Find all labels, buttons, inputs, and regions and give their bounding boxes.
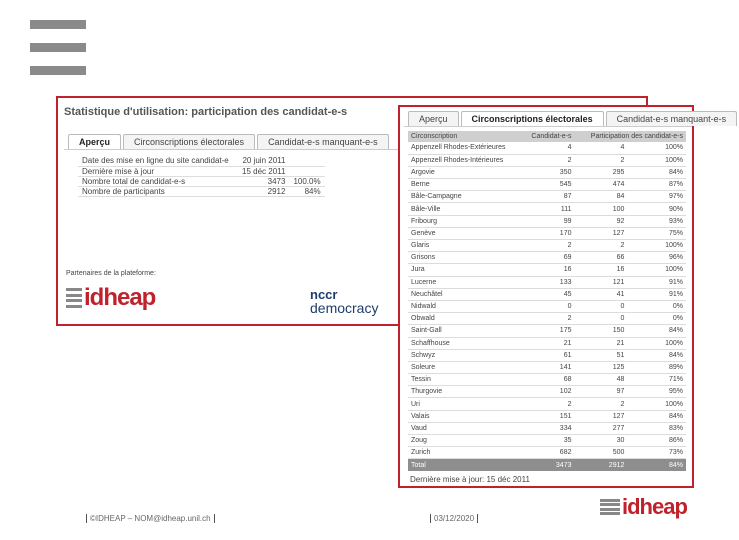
footer-copyright: ©IDHEAP – NOM@idheap.unil.ch (86, 514, 215, 523)
table-header-row: Circonscription Candidat-e-s Participation des candidat-e-s (408, 131, 686, 142)
table-row: Berne 545 474 87% (408, 179, 686, 191)
table-row: Obwald 2 0 0% (408, 313, 686, 325)
tab-apercu[interactable]: Aperçu (68, 134, 121, 149)
tab-circonscriptions[interactable]: Circonscriptions électorales (123, 134, 255, 149)
last-update-text: Dernière mise à jour: 15 déc 2011 (410, 475, 530, 484)
total-row: Total 3473 2912 84% (408, 459, 686, 471)
nccr-democracy-logo: nccr democracy (310, 287, 379, 316)
table-row: Nidwald 0 0 0% (408, 300, 686, 312)
table-row: Zoug 35 30 86% (408, 435, 686, 447)
table-row: Nombre de participants 2912 84% (78, 186, 325, 196)
table-row: Neuchâtel 45 41 91% (408, 288, 686, 300)
table-row: Genève 170 127 75% (408, 227, 686, 239)
hamburger-menu-icon[interactable] (30, 20, 86, 76)
table-row: Uri 2 2 100% (408, 398, 686, 410)
table-row: Appenzell Rhodes-Extérieures 4 4 100% (408, 142, 686, 154)
footer-idheap-logo: idheap (600, 494, 687, 520)
table-row: Tessin 68 48 71% (408, 374, 686, 386)
stats-title: Statistique d'utilisation: participation des candidat-e-s (64, 106, 348, 118)
table-row: Fribourg 99 92 93% (408, 215, 686, 227)
table-row: Lucerne 133 121 91% (408, 276, 686, 288)
footer-date: 03/12/2020 (430, 514, 478, 523)
overview-tabs (68, 134, 391, 149)
table-row: Vaud 334 277 83% (408, 422, 686, 434)
table-row: Valais 151 127 84% (408, 410, 686, 422)
table-row: Grisons 69 66 96% (408, 252, 686, 264)
tab-candidats-manquants[interactable]: Candidat-e-s manquant-e-s (257, 134, 389, 149)
table-row: Schaffhouse 21 21 100% (408, 337, 686, 349)
table-row: Appenzell Rhodes-Intérieures 2 2 100% (408, 154, 686, 166)
circonscription-table (408, 131, 686, 471)
table-row: Glaris 2 2 100% (408, 240, 686, 252)
partners-label: Partenaires de la plateforme: (66, 270, 156, 277)
tab-apercu[interactable]: Aperçu (408, 111, 459, 126)
table-row: Thurgovie 102 97 95% (408, 386, 686, 398)
table-row: Bâle-Campagne 87 84 97% (408, 191, 686, 203)
table-row: Dernière mise à jour 15 déc 2011 (78, 166, 325, 176)
table-row: Argovie 350 295 84% (408, 166, 686, 178)
table-row: Zurich 682 500 73% (408, 447, 686, 459)
table-row: Bâle-Ville 111 100 90% (408, 203, 686, 215)
table-row: Date des mise en ligne du site candidat-e 20 juin 2011 (78, 156, 325, 166)
overview-stats-table (78, 156, 325, 197)
table-row: Jura 16 16 100% (408, 264, 686, 276)
tab-candidats-manquants[interactable]: Candidat-e-s manquant-e-s (606, 111, 738, 126)
tab-circonscriptions[interactable]: Circonscriptions électorales (461, 111, 604, 126)
idheap-logo: idheap (66, 284, 155, 312)
table-row: Schwyz 61 51 84% (408, 349, 686, 361)
circonscriptions-screenshot-panel (398, 105, 727, 488)
table-row: Saint-Gall 175 150 84% (408, 325, 686, 337)
table-row: Soleure 141 125 89% (408, 361, 686, 373)
table-row: Nombre total de candidat-e-s 3473 100.0% (78, 176, 325, 186)
circonscription-tabs (408, 111, 739, 126)
